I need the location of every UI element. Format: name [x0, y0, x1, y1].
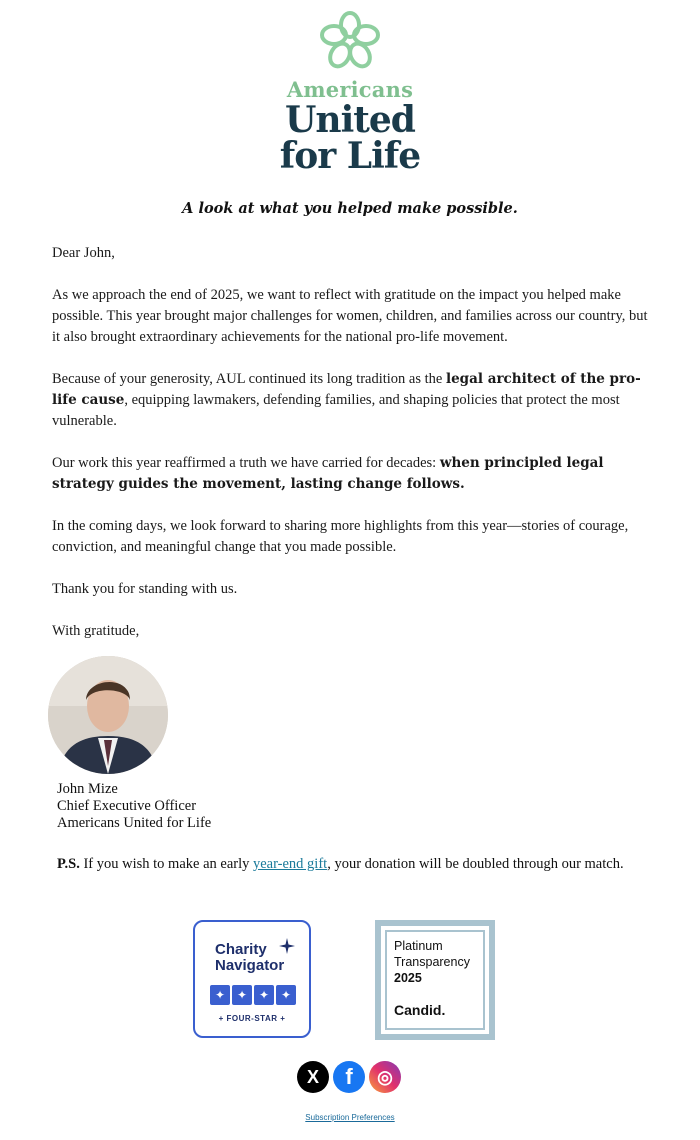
paragraph-4: In the coming days, we look forward to sharing more highlights from this year—stories of courage, conviction, and meaningful change that you made possible.	[52, 518, 629, 555]
candid-line3: 2025	[394, 971, 422, 985]
star-icon: ✦	[232, 985, 252, 1005]
candid-badge[interactable]	[375, 920, 495, 1040]
charity-navigator-badge[interactable]: Charity Navigator ✦ ✦ ✦ ✦ + FOUR-STAR +	[193, 920, 311, 1038]
year-end-gift-link[interactable]: year-end gift	[253, 856, 328, 872]
paragraph-3: Our work this year reaffirmed a truth we have carried for decades: when principled legal strategy guides the movement, lasting change follows.	[52, 455, 604, 492]
logo-line-united: United	[285, 99, 415, 141]
greeting: Dear John,	[52, 245, 115, 261]
rating-label: FOUR-STAR	[226, 1014, 278, 1023]
x-icon[interactable]: X	[297, 1061, 329, 1093]
postscript: P.S. If you wish to make an early year-end gift, your donation will be doubled through our match.	[57, 856, 624, 872]
charity-navigator-line1: Charity	[215, 941, 267, 958]
star-icon: ✦	[254, 985, 274, 1005]
charity-navigator-line2: Navigator	[215, 957, 285, 974]
footer	[0, 1113, 700, 1122]
signature	[57, 781, 211, 832]
facebook-icon[interactable]: f	[333, 1061, 365, 1093]
candid-brand: Candid.	[394, 1002, 446, 1018]
sparkle-icon	[279, 938, 295, 956]
four-star-rating	[210, 985, 296, 1005]
paragraph-2: Because of your generosity, AUL continued its long tradition as the legal architect of the pro-life cause, equipping lawmakers, defending families, and shaping policies that protect the most vulnerable.	[52, 371, 641, 429]
flower-logo-icon	[318, 10, 382, 72]
paragraph-5: Thank you for standing with us.	[52, 581, 238, 597]
star-icon: ✦	[276, 985, 296, 1005]
star-icon: ✦	[210, 985, 230, 1005]
candid-line2: Transparency	[394, 955, 470, 969]
signature-org: Americans United for Life	[57, 815, 212, 831]
signature-name: John Mize	[57, 781, 118, 797]
social-links	[297, 1061, 401, 1093]
tagline: A look at what you helped make possible.	[182, 200, 518, 217]
logo	[0, 10, 700, 177]
emphasis-principled-strategy: when principled legal strategy guides the movement, lasting change follows.	[52, 455, 604, 492]
paragraph-1: As we approach the end of 2025, we want to reflect with gratitude on the impact you helped make possible. This year brought major challenges for women, children, and families across our country, but it also brought extraordinary achievements for the national pro-life movement.	[52, 287, 648, 345]
avatar	[48, 656, 168, 774]
logo-line-for-life: for Life	[279, 135, 421, 177]
letter-body	[52, 243, 652, 663]
subscription-preferences-link[interactable]: Subscription Preferences	[305, 1113, 395, 1122]
logo-line-americans: Americans	[286, 77, 414, 102]
closing: With gratitude,	[52, 623, 140, 639]
signature-title: Chief Executive Officer	[57, 798, 197, 814]
emphasis-legal-architect: legal architect of the pro-life cause	[52, 371, 641, 408]
ps-label: P.S.	[57, 856, 80, 872]
candid-line1: Platinum	[394, 939, 443, 953]
instagram-icon[interactable]: ◎	[369, 1061, 401, 1093]
